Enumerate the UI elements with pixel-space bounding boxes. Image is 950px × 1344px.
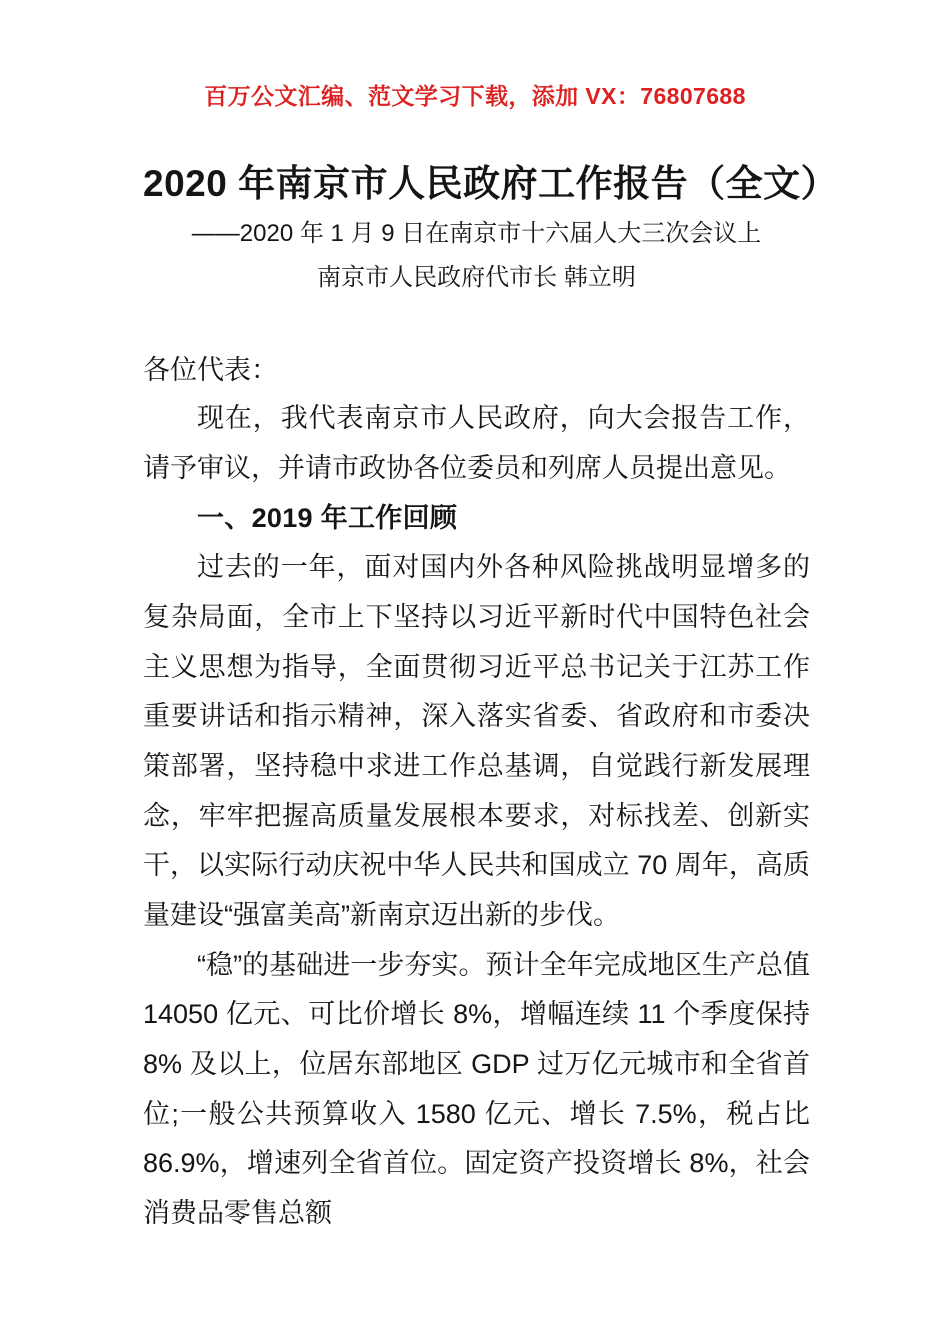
document-content [143, 160, 839, 1239]
section-heading-2019-review: 一、2019 年工作回顾 [197, 502, 458, 533]
paragraph-review-intro: 过去的一年，面对国内外各种风险挑战明显增多的复杂局面，全市上下坚持以习近平新时代中国特色社会主义思想为指导，全面贯彻习近平总书记关于江苏工作重要讲话和指示精神，深入落实省委、省政府和市委决策部署，坚持稳中求进工作总基调，自觉践行新发展理念，牢牢把握高质量发展根本要求，对标找差、创新实干，以实际行动庆祝中华人民共和国成立 70 周年，高质量建设“强富美高”新南京迈出新的步伐。 [143, 552, 810, 930]
document-subtitle-author: 南京市人民政府代市长 韩立明 [317, 264, 636, 292]
paragraph-opening: 现在，我代表南京市人民政府，向大会报告工作，请予审议，并请市政协各位委员和列席人员提出意见。 [143, 403, 810, 483]
promotional-banner: 百万公文汇编、范文学习下载，添加 VX：76807688 [204, 83, 746, 109]
salutation: 各位代表： [143, 355, 278, 386]
paragraph-stability-basis: “稳”的基础进一步夯实。预计全年完成地区生产总值 14050 亿元、可比价增长 8%，增幅连续 11 个季度保持 8% 及以上，位居东部地区 GDP 过万亿元城市和全省首位;一般公共预算收入 1580 亿元、增长 7.5%，税占比 86.9%，增速列全省首位。固定资产投资增长 8%，社会消费品零售总额 [143, 949, 810, 1228]
document-subtitle-date: ——2020 年 1 月 9 日在南京市十六届人大三次会议上 [191, 220, 762, 248]
page-title: 2020 年南京市人民政府工作报告（全文） [143, 163, 839, 204]
